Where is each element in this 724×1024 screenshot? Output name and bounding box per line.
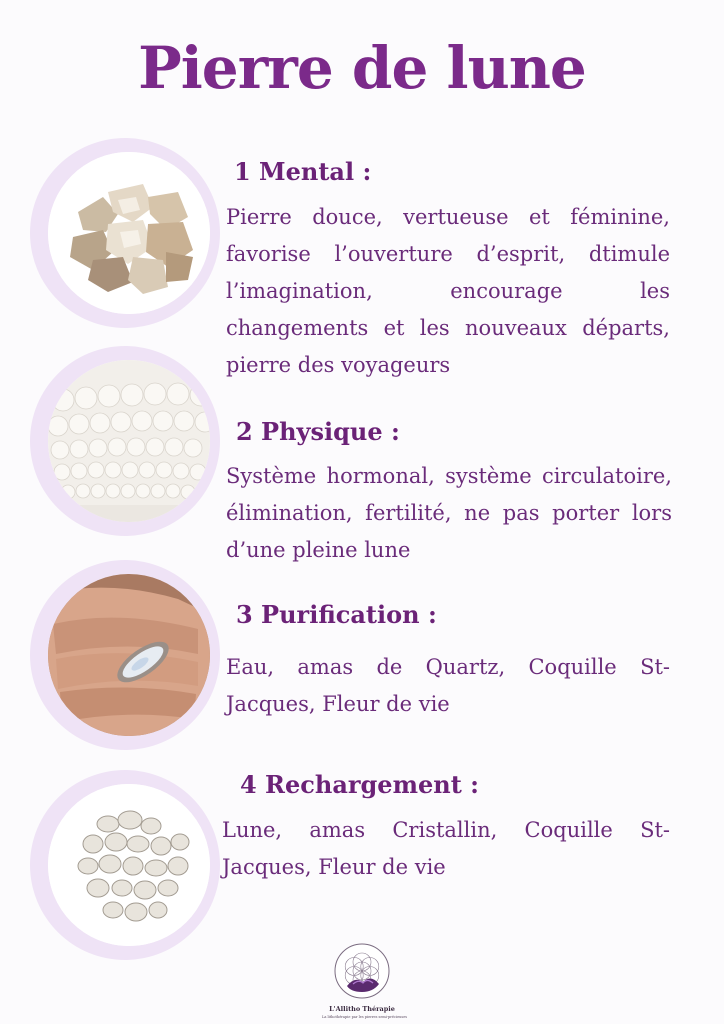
section-4-heading: 4 Rechargement : <box>240 770 479 799</box>
moonstone-beads-photo <box>48 360 210 522</box>
page-title: Pierre de lune <box>138 34 586 102</box>
section-4-image-circle <box>30 770 220 960</box>
section-3-text: Eau, amas de Quartz, Coquille St-Jacques, Fleur de vie <box>226 655 670 716</box>
moonstone-ring-photo <box>48 574 210 736</box>
section-3-heading: 3 Purification : <box>236 600 437 629</box>
section-4-text: Lune, amas Cristallin, Coquille St-Jacques, Fleur de vie <box>222 818 670 879</box>
raw-moonstone-photo <box>48 152 210 314</box>
section-1-text: Pierre douce, vertueuse et féminine, favorise l’ouverture d’esprit, dtimule l’imagination, encourage les changements et les nouveaux départs, pierre des voyageurs <box>226 205 670 377</box>
section-2-heading: 2 Physique : <box>236 417 400 446</box>
brand-logo <box>322 942 408 1024</box>
section-1-heading: 1 Mental : <box>234 157 372 186</box>
section-2-image-circle <box>30 346 220 536</box>
logo-name: L'Allitho Thérapie <box>329 1005 395 1013</box>
section-2-text: Système hormonal, système circulatoire, élimination, fertilité, ne pas porter lors d’une pleine lune <box>226 464 672 562</box>
section-1-image-circle <box>30 138 220 328</box>
tumbled-moonstones-photo <box>48 784 210 946</box>
section-3-image-circle <box>30 560 220 750</box>
flower-of-life-icon <box>333 942 391 1000</box>
logo-tagline: La lithothérapie par les pierres semi-précieuses <box>322 1015 408 1019</box>
